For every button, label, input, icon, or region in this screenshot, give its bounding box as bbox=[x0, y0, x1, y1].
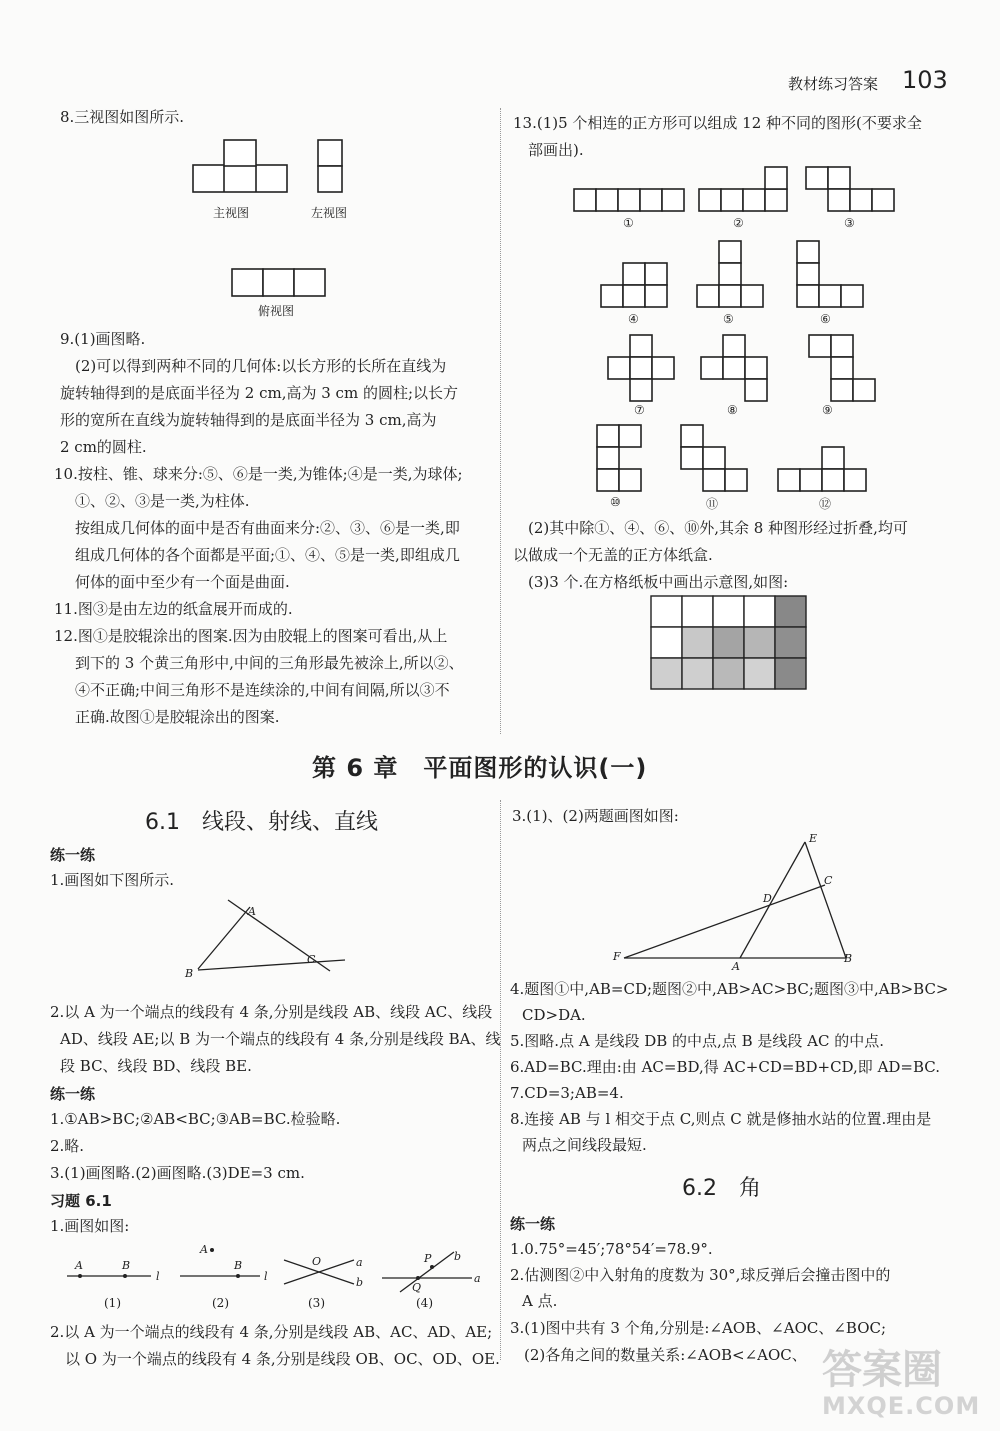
header-title: 教材练习答案 bbox=[788, 75, 879, 93]
section-6-1-title: 6.1 线段、射线、直线 bbox=[145, 810, 378, 835]
pentomino-figure-12 bbox=[777, 446, 867, 492]
q11-text: 11.图③是由左边的纸盒展开而成的. bbox=[54, 600, 293, 618]
pentomino-figure-6 bbox=[796, 240, 864, 308]
figure-label-1: ① bbox=[623, 216, 634, 230]
point-label-b: B bbox=[185, 967, 194, 980]
r62-line: (2)各角之间的数量关系:∠AOB<∠AOC、 bbox=[524, 1346, 807, 1364]
front-view-figure bbox=[192, 139, 288, 194]
r-q5-text: 5.图略.点 A 是线段 DB 的中点,点 B 是线段 AC 的中点. bbox=[510, 1032, 884, 1050]
p1-2-line: 段 BC、线段 BD、线段 BE. bbox=[60, 1057, 252, 1075]
q12-line: 12.图①是胶辊涂出的图案.因为由胶辊上的图案可看出,从上 bbox=[54, 627, 448, 645]
q13-line: 13.(1)5 个相连的正方形可以组成 12 种不同的图形(不要求全 bbox=[513, 114, 922, 132]
p1-2-line: AD、线段 AE;以 B 为一个端点的线段有 4 条,分别是线段 BA、线 bbox=[60, 1030, 501, 1048]
column-divider bbox=[500, 108, 501, 734]
fig-label: P bbox=[424, 1252, 432, 1265]
r-q8-line: 8.连接 AB 与 l 相交于点 C,则点 C 就是修抽水站的位置.理由是 bbox=[510, 1110, 932, 1128]
q10-line: 何体的面中至少有一个面是曲面. bbox=[75, 573, 290, 591]
pentomino-figure-8 bbox=[700, 334, 768, 402]
q13-2-line: (2)其中除①、④、⑥、⑩外,其余 8 种图形经过折叠,均可 bbox=[528, 519, 908, 537]
fig-label: A bbox=[75, 1259, 83, 1272]
r-q3-text: 3.(1)、(2)两题画图如图: bbox=[512, 807, 679, 825]
q9-line: 9.(1)画图略. bbox=[60, 330, 146, 348]
point-label-a: A bbox=[732, 960, 740, 973]
column-divider-bottom bbox=[500, 800, 501, 1360]
grid-cell bbox=[682, 596, 713, 627]
p2-line: 1.①AB>BC;②AB<BC;③AB=BC.检验略. bbox=[50, 1110, 341, 1128]
pentomino-figure-11 bbox=[680, 424, 748, 492]
watermark-url: MXQE.COM bbox=[822, 1392, 981, 1420]
point-label-a: A bbox=[248, 905, 256, 918]
r-q6-text: 6.AD=BC.理由:由 AC=BD,得 AC+CD=BD+CD,即 AD=BC. bbox=[510, 1058, 941, 1076]
ex2-line: 以 O 为一个端点的线段有 4 条,分别是线段 OB、OC、OD、OE. bbox=[65, 1350, 500, 1368]
fig-label: l bbox=[264, 1270, 268, 1283]
section-6-2-title: 6.2 角 bbox=[682, 1176, 761, 1201]
point-label-e: E bbox=[809, 832, 818, 845]
practice-heading-2: 练一练 bbox=[50, 1085, 96, 1103]
figure-label-8: ⑧ bbox=[727, 403, 738, 417]
figure-triangle-lines bbox=[180, 895, 360, 985]
figure-label-9: ⑨ bbox=[822, 403, 833, 417]
figure-label-7: ⑦ bbox=[634, 403, 645, 417]
pentomino-figure-9 bbox=[808, 334, 876, 402]
point-label-b: B bbox=[844, 952, 853, 965]
grid-cell bbox=[713, 596, 744, 627]
chapter-title: 第 6 章 平面图形的认识(一) bbox=[312, 754, 648, 782]
figure-label-12: ⑫ bbox=[819, 497, 832, 511]
exercise-figure-4 bbox=[380, 1246, 480, 1294]
top-view-label: 俯视图 bbox=[258, 304, 295, 318]
figure-label-5: ⑤ bbox=[723, 312, 734, 326]
exercise-figure-1 bbox=[65, 1256, 165, 1286]
grid-cell bbox=[651, 658, 682, 689]
point-label-c: C bbox=[824, 874, 833, 887]
grid-cell bbox=[775, 596, 806, 627]
figure-triangle-efb bbox=[610, 830, 860, 973]
fig-label: A bbox=[200, 1243, 208, 1256]
figure-label-11: ⑪ bbox=[706, 497, 719, 511]
pentomino-figure-2 bbox=[698, 166, 788, 212]
fig-label: B bbox=[122, 1259, 131, 1272]
q10-line: ①、②、③是一类,为柱体. bbox=[75, 492, 250, 510]
fig-label: Q bbox=[412, 1281, 422, 1294]
r62-line: 2.估测图②中入射角的度数为 30°,球反弹后会撞击图中的 bbox=[510, 1266, 891, 1284]
grid-cell bbox=[651, 596, 682, 627]
q12-line: ④不正确;中间三角形不是连续涂的,中间有间隔,所以③不 bbox=[75, 681, 450, 699]
practice-heading-1: 练一练 bbox=[50, 846, 96, 864]
left-view-figure bbox=[317, 139, 343, 194]
q9-line: 旋转轴得到的是底面半径为 2 cm,高为 3 cm 的圆柱;以长方 bbox=[60, 384, 459, 402]
left-view-label: 左视图 bbox=[311, 206, 348, 220]
pentomino-figure-4 bbox=[600, 262, 668, 308]
r-q8-line: 两点之间线段最短. bbox=[522, 1136, 647, 1154]
p1-2-line: 2.以 A 为一个端点的线段有 4 条,分别是线段 AB、线段 AC、线段 bbox=[50, 1003, 493, 1021]
grid-cell bbox=[744, 596, 775, 627]
q8-text: 8.三视图如图所示. bbox=[60, 108, 185, 126]
pentomino-figure-3 bbox=[805, 166, 895, 212]
front-view-label: 主视图 bbox=[213, 206, 250, 220]
q9-line: (2)可以得到两种不同的几何体:以长方形的长所在直线为 bbox=[75, 357, 447, 375]
page-number: 103 bbox=[902, 66, 948, 94]
figure-label-2: ② bbox=[733, 216, 744, 230]
p2-line: 3.(1)画图略.(2)画图略.(3)DE=3 cm. bbox=[50, 1164, 305, 1182]
r-q4-line: 4.题图①中,AB=CD;题图②中,AB>AC>BC;题图③中,AB>BC> bbox=[510, 980, 949, 998]
q12-line: 到下的 3 个黄三角形中,中间的三角形最先被涂上,所以②、 bbox=[75, 654, 464, 672]
grid-cell bbox=[682, 658, 713, 689]
pentomino-figure-5 bbox=[696, 240, 764, 308]
ex1-text: 1.画图如图: bbox=[50, 1217, 130, 1235]
q12-line: 正确.故图①是胶辊涂出的图案. bbox=[75, 708, 280, 726]
fig-label: b bbox=[454, 1250, 462, 1263]
q10-line: 按组成几何体的面中是否有曲面来分:②、③、⑥是一类,即 bbox=[75, 519, 460, 537]
q9-line: 2 cm的圆柱. bbox=[60, 438, 147, 456]
fig-label: O bbox=[312, 1255, 322, 1268]
p1-1-text: 1.画图如下图所示. bbox=[50, 871, 175, 889]
r-q4-line: CD>DA. bbox=[522, 1006, 586, 1024]
exercise-figure-3 bbox=[282, 1255, 372, 1289]
q13-2-line: 以做成一个无盖的正方体纸盒. bbox=[513, 546, 713, 564]
shaded-grid-figure bbox=[650, 595, 808, 691]
fig-label: b bbox=[356, 1276, 364, 1289]
point-label-c: C bbox=[307, 953, 316, 966]
grid-cell bbox=[744, 658, 775, 689]
figure-label-3: ③ bbox=[844, 216, 855, 230]
fig-label: a bbox=[356, 1256, 363, 1269]
fig-label: B bbox=[234, 1259, 243, 1272]
figure-caption-4: (4) bbox=[416, 1296, 433, 1310]
figure-caption-1: (1) bbox=[104, 1296, 121, 1310]
p2-line: 2.略. bbox=[50, 1137, 85, 1155]
fig-label: a bbox=[474, 1272, 481, 1285]
top-view-figure bbox=[231, 268, 327, 298]
grid-cell bbox=[744, 627, 775, 658]
figure-label-6: ⑥ bbox=[820, 312, 831, 326]
q10-line: 10.按柱、锥、球来分:⑤、⑥是一类,为锥体;④是一类,为球体; bbox=[54, 465, 463, 483]
exercise-heading: 习题 6.1 bbox=[50, 1192, 112, 1210]
ex2-line: 2.以 A 为一个端点的线段有 4 条,分别是线段 AB、AC、AD、AE; bbox=[50, 1323, 493, 1341]
q10-line: 组成几何体的各个面都是平面;①、④、⑤是一类,即组成几 bbox=[75, 546, 460, 564]
r-q7-text: 7.CD=3;AB=4. bbox=[510, 1084, 624, 1102]
r62-line: 1.0.75°=45′;78°54′=78.9°. bbox=[510, 1240, 713, 1258]
fig-label: l bbox=[156, 1270, 160, 1283]
figure-label-10: ⑩ bbox=[610, 495, 621, 509]
point-label-d: D bbox=[763, 892, 772, 905]
q13-line: 部画出). bbox=[528, 141, 584, 159]
exercise-figure-2 bbox=[178, 1244, 278, 1286]
watermark-logo: 答案圈 bbox=[822, 1347, 942, 1393]
grid-cell bbox=[651, 627, 682, 658]
q13-3-text: (3)3 个.在方格纸板中画出示意图,如图: bbox=[528, 573, 789, 591]
grid-cell bbox=[713, 658, 744, 689]
grid-cell bbox=[775, 658, 806, 689]
q9-line: 形的宽所在直线为旋转轴得到的是底面半径为 3 cm,高为 bbox=[60, 411, 437, 429]
grid-cell bbox=[682, 627, 713, 658]
pentomino-figure-7 bbox=[607, 334, 675, 402]
figure-caption-2: (2) bbox=[212, 1296, 229, 1310]
figure-label-4: ④ bbox=[628, 312, 639, 326]
pentomino-figure-1 bbox=[573, 188, 685, 212]
practice-heading-3: 练一练 bbox=[510, 1215, 556, 1233]
grid-cell bbox=[775, 627, 806, 658]
pentomino-figure-10 bbox=[596, 424, 642, 492]
figure-caption-3: (3) bbox=[308, 1296, 325, 1310]
grid-cell bbox=[713, 627, 744, 658]
r62-line: A 点. bbox=[522, 1292, 558, 1310]
r62-line: 3.(1)图中共有 3 个角,分别是:∠AOB、∠AOC、∠BOC; bbox=[510, 1319, 887, 1337]
point-label-f: F bbox=[613, 950, 621, 963]
